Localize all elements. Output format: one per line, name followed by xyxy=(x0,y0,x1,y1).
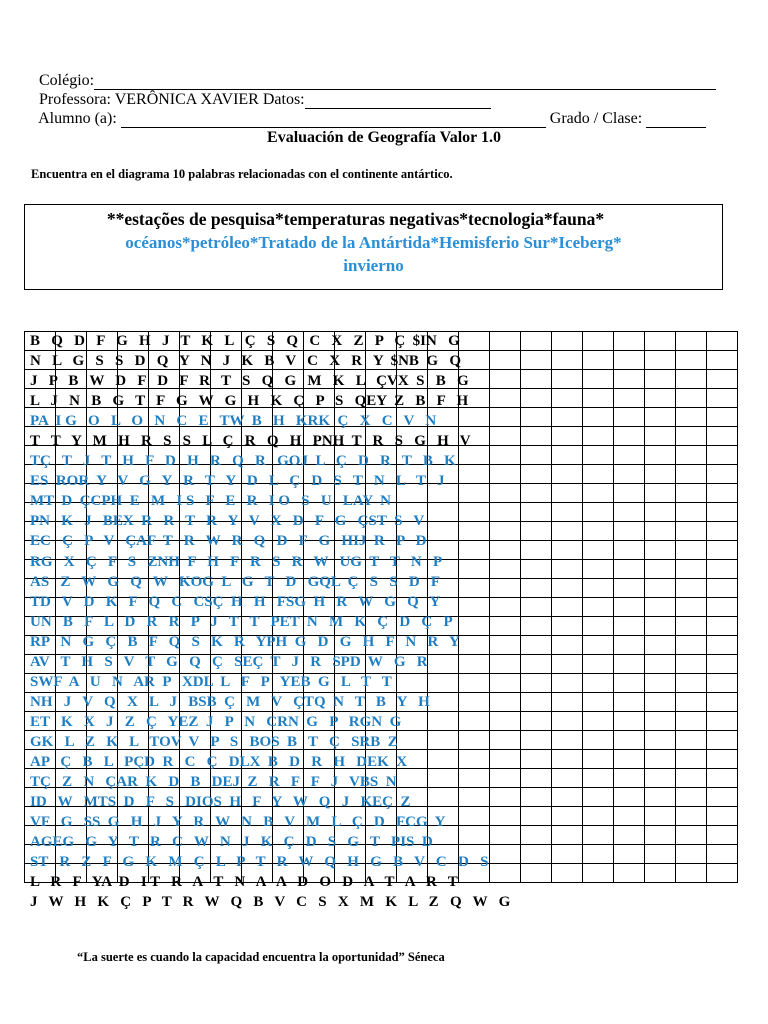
alumno-blank[interactable] xyxy=(121,111,546,128)
grid-letter-row: AGEG G Y T R C W N J K Ç D S G T PIS D xyxy=(30,834,433,851)
grid-letter-row: VF G SS G H J Y R W N B V M L Ç D FCG Y xyxy=(30,814,446,831)
grid-letter-row: RG X Ç F S ZNH F H F R S R W UG T T N P xyxy=(30,553,443,570)
grid-letter-row: NH J V Q X L J BSB Ç M V ÇTQ N T B Y H xyxy=(30,693,430,710)
grid-letter-row: SWF A U N AR P XDL L F P YEB G L T T xyxy=(30,673,392,690)
grid-letter-row: EC Ç P V ÇAF T R W R Q D F G HIJ R P D xyxy=(30,533,427,550)
grid-letter-row: TÇ T J T H F D H R Q R GOJ L Ç D R T B K xyxy=(30,453,456,470)
grid-letter-row: PN K J BEX R R T R Y V X D F G ÇST S V xyxy=(30,513,425,530)
grid-letter-row: PA I G O L O N C E TW B H KRK Ç X C V N xyxy=(30,413,437,430)
professora-label: Professora: VERÔNICA XAVIER Datos: xyxy=(39,91,305,108)
word-bank-line-3: invierno xyxy=(343,256,404,275)
grid-letter-row: AP Ç B L PÇD R C Ç DLX B D R H DEK X xyxy=(30,753,408,770)
page-title: Evaluación de Geografía Valor 1.0 xyxy=(267,129,501,146)
grid-letter-row: ST R Z F G K M Ç L P T R W Q H G B V C D S xyxy=(30,854,489,871)
grid-letter-row: ID W MTS D F S DIOS H F Y W Q J KEÇ Z xyxy=(30,794,411,811)
grid-letter-row: B Q D F G H J T K L Ç S Q C X Z P Ç $IN G xyxy=(30,333,460,349)
grid-letter-row: TD V D K F Q C CSÇ H H FSG H R W G Q Y xyxy=(30,593,441,610)
word-bank-line-2: océanos*petróleo*Tratado de la Antártida*Hemisferio Sur*Iceberg* xyxy=(125,233,622,252)
grid-letter-row: ET K X J Z Ç YEZ J P N CRN G P RGN G xyxy=(30,713,402,730)
colegio-label: Colégio: xyxy=(39,72,95,89)
instruction-text: Encuentra en el diagrama 10 palabras relacionadas con el continente antártico. xyxy=(31,167,453,181)
word-bank-line-1: **estações de pesquisa*temperaturas negativas*tecnologia*fauna* xyxy=(106,209,605,229)
grid-letter-row: L J N B G T F G W G H K Ç P S QEY Z B F H xyxy=(30,393,469,410)
alumno-label: Alumno (a): xyxy=(38,110,117,127)
grid-letter-row: J P B W D F D F R T S Q G M K L ÇVX S B G xyxy=(30,373,469,390)
grid-letter-row: RP N G Ç B F Q S K R YPH G D G H F N R Y xyxy=(30,633,460,650)
grid-letter-row: TÇ Z N ÇAR K D B DEJ Z R F F J VBS N xyxy=(30,774,397,791)
grid-letter-row: L R F YA D I T R A T N A A D O D A T A R T xyxy=(30,874,458,891)
grid-letter-row: UN B F L D R R P J T T PET N M K Ç D Ç P xyxy=(30,613,453,630)
grid-letter-row: J W H K Ç P T R W Q B V C S X M K L Z Q W G xyxy=(30,894,511,911)
grid-letter-row: GK L Z K L TOV V P S BOS B T Ç SRB Z xyxy=(30,733,398,750)
grid-letter-row: T T Y M H R S S L Ç R Q H PNH T R S G H V xyxy=(30,433,471,450)
word-bank-box xyxy=(24,204,723,290)
word-search-letters xyxy=(24,331,768,912)
alumno-line xyxy=(31,90,706,128)
grado-blank[interactable] xyxy=(646,111,706,128)
grid-letter-row: ES ROR Y V G Y R T Y D L Ç D S T N L T J xyxy=(30,473,445,490)
grid-letter-row: N L G S S D Q Y N J K B V C X R Y $NB G Q xyxy=(30,353,462,370)
grado-label: Grado / Clase: xyxy=(549,110,643,127)
grid-letter-row: AV T H S V T G Q Ç SEÇ T J R SPD W G R xyxy=(30,653,428,670)
grid-letter-row: AS Z W G Q W KOG L G T D GQL Ç S S D F xyxy=(30,573,441,590)
grid-letter-row: MT D ÇCPH E M I S F E R I O S U LAY N xyxy=(30,493,392,510)
quote-text: “La suerte es cuando la capacidad encuentra la oportunidad” Séneca xyxy=(77,950,445,964)
